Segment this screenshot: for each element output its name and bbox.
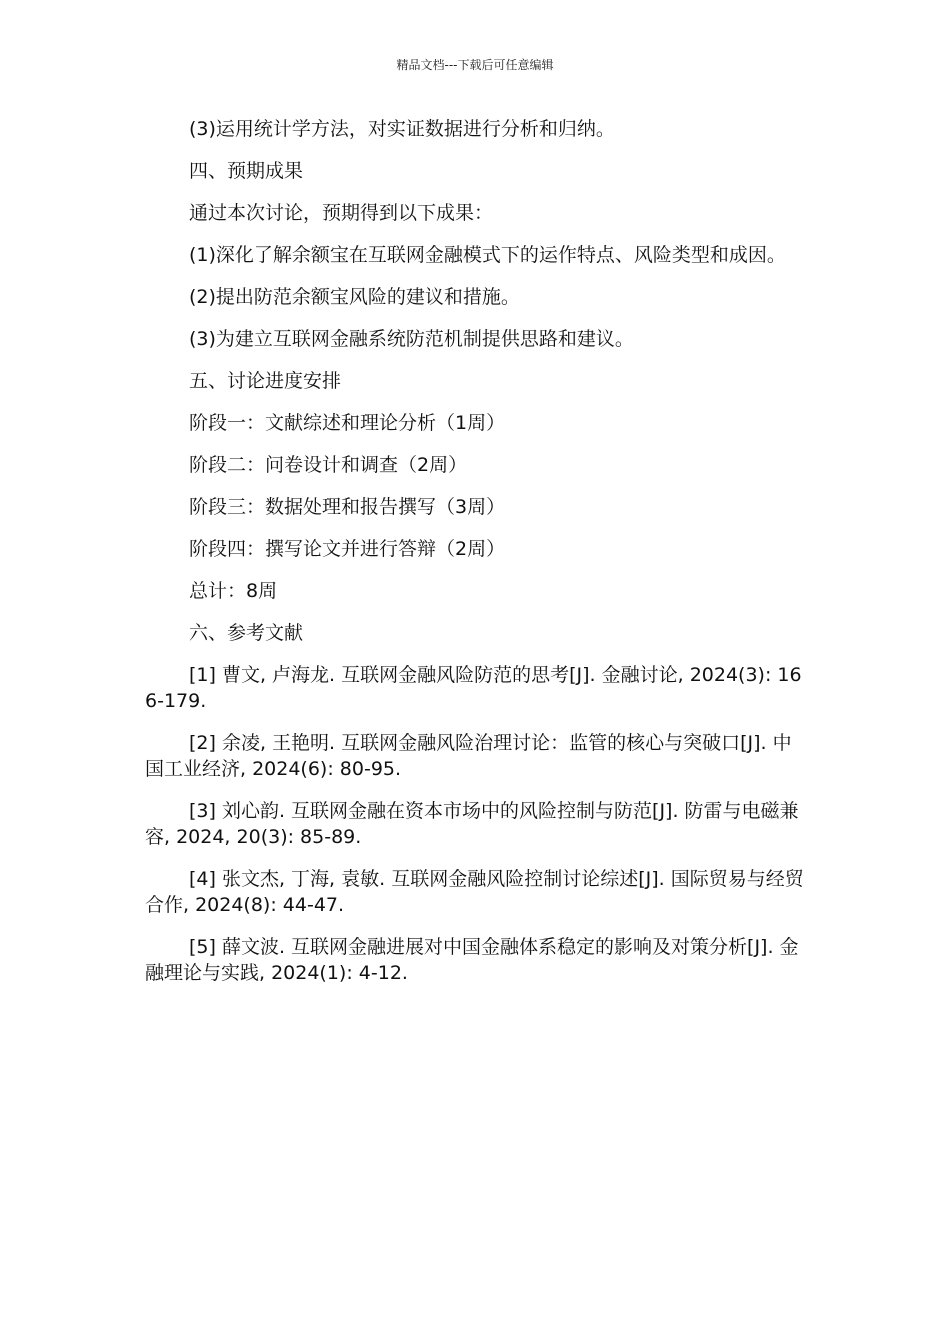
schedule-stage-2: 阶段二：问卷设计和调查（2周） <box>189 454 468 476</box>
reference-3: [3] 刘心韵. 互联网金融在资本市场中的风险控制与防范[J]. 防雷与电磁兼容, 2024, 20(3): 85-89. <box>145 800 799 848</box>
schedule-stage-3: 阶段三：数据处理和报告撰写（3周） <box>189 496 506 518</box>
schedule-total: 总计：8周 <box>189 580 278 602</box>
result-item-1: (1)深化了解余额宝在互联网金融模式下的运作特点、风险类型和成因。 <box>189 244 786 266</box>
reference-1: [1] 曹文, 卢海龙. 互联网金融风险防范的思考[J]. 金融讨论, 2024(3): 166-179. <box>145 664 802 712</box>
page-header: 精品文档---下载后可任意编辑 <box>396 58 554 72</box>
results-intro: 通过本次讨论，预期得到以下成果： <box>189 202 494 224</box>
document-body <box>145 116 805 1002</box>
section-heading-references: 六、参考文献 <box>189 622 304 644</box>
section-heading-expected-results: 四、预期成果 <box>189 160 304 182</box>
schedule-stage-1: 阶段一：文献综述和理论分析（1周） <box>189 412 506 434</box>
section-heading-schedule: 五、讨论进度安排 <box>189 370 342 392</box>
reference-4: [4] 张文杰, 丁海, 袁敏. 互联网金融风险控制讨论综述[J]. 国际贸易与经贸合作, 2024(8): 44-47. <box>145 868 804 916</box>
reference-2: [2] 余凌, 王艳明. 互联网金融风险治理讨论：监管的核心与突破口[J]. 中国工业经济, 2024(6): 80-95. <box>145 732 792 780</box>
method-item-3: (3)运用统计学方法，对实证数据进行分析和归纳。 <box>189 118 615 140</box>
reference-5: [5] 薛文波. 互联网金融进展对中国金融体系稳定的影响及对策分析[J]. 金融理论与实践, 2024(1): 4-12. <box>145 936 799 984</box>
schedule-stage-4: 阶段四：撰写论文并进行答辩（2周） <box>189 538 506 560</box>
result-item-2: (2)提出防范余额宝风险的建议和措施。 <box>189 286 520 308</box>
result-item-3: (3)为建立互联网金融系统防范机制提供思路和建议。 <box>189 328 634 350</box>
